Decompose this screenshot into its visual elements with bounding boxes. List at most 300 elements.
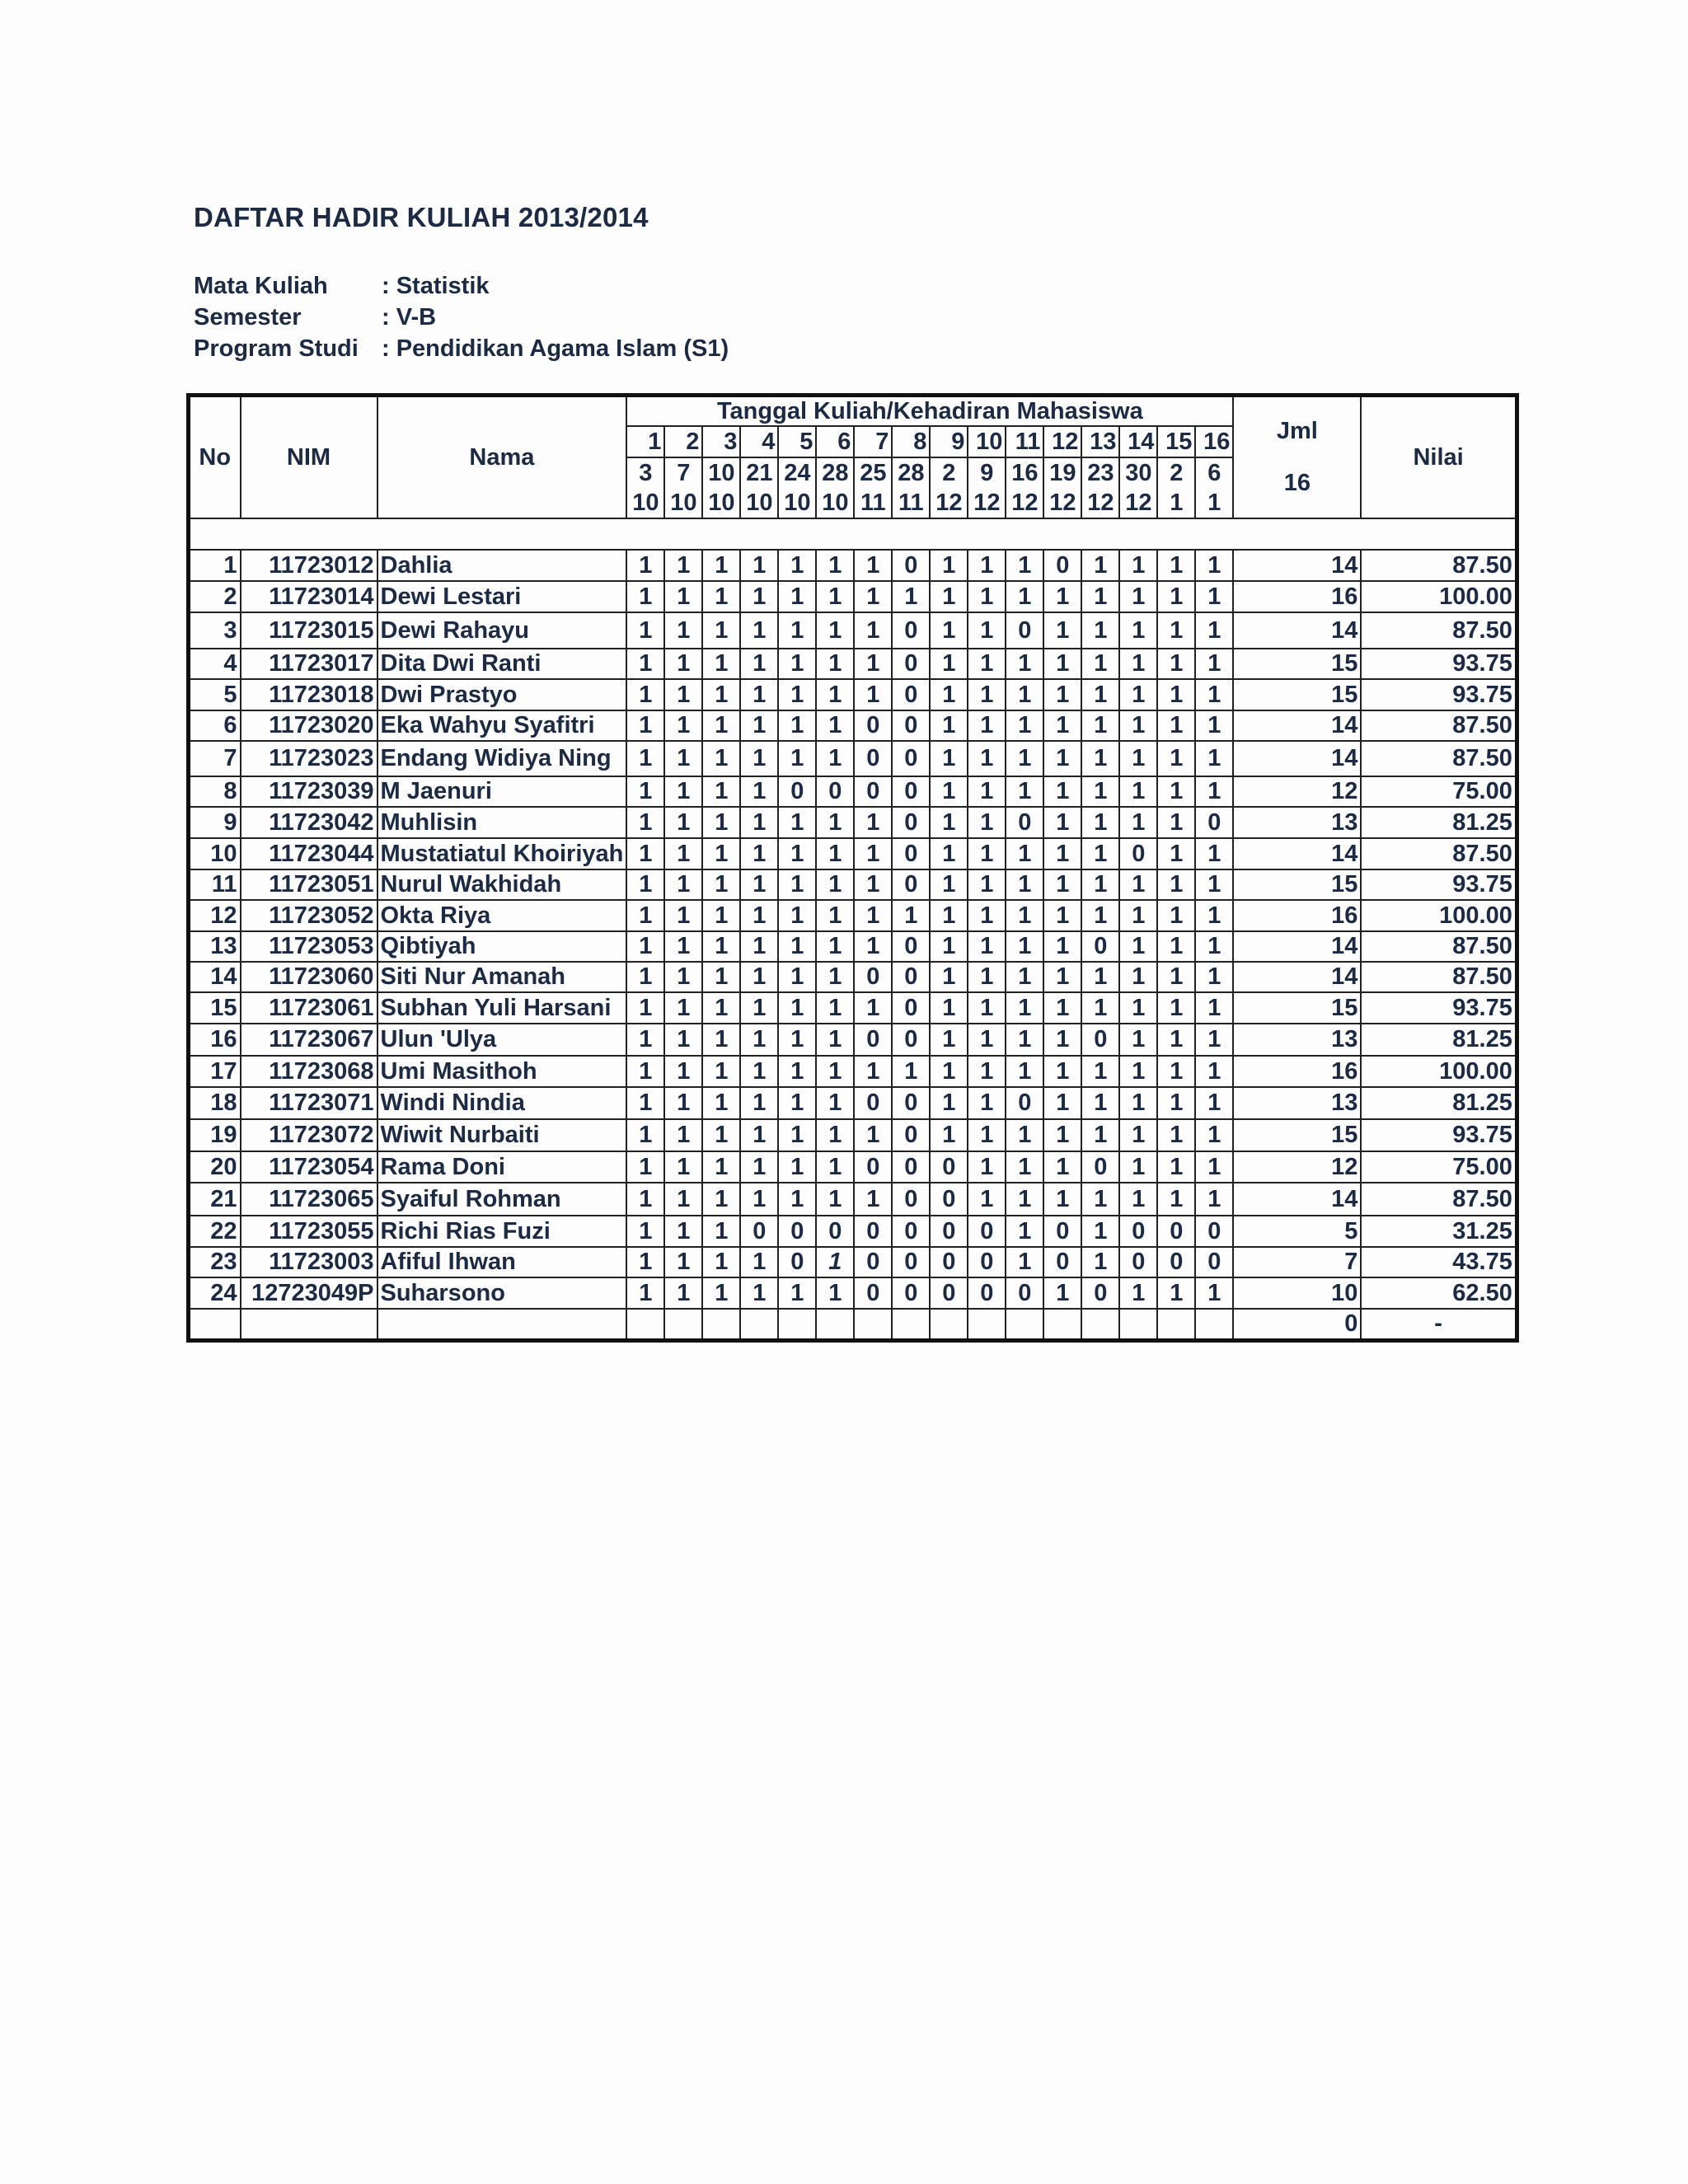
cell-attendance: 1 — [626, 807, 664, 838]
cell-nim: 11723065 — [241, 1183, 377, 1216]
header-jml-label: Jml — [1276, 418, 1318, 444]
cell-attendance: 1 — [740, 649, 778, 679]
cell-attendance: 0 — [930, 1247, 968, 1277]
cell-attendance: 1 — [816, 1247, 854, 1277]
table-row — [189, 581, 1517, 612]
cell-attendance: 1 — [1081, 649, 1119, 679]
cell-attendance: 1 — [1006, 1119, 1043, 1151]
cell-attendance: 1 — [1081, 741, 1119, 776]
cell-attendance: 1 — [1006, 1216, 1043, 1247]
table-row — [189, 1309, 1517, 1340]
cell-attendance: 1 — [1195, 1277, 1233, 1309]
cell-attendance: 1 — [740, 962, 778, 992]
cell-attendance: 1 — [930, 838, 968, 869]
info-value: : V-B — [382, 304, 437, 330]
cell-attendance: 1 — [968, 931, 1006, 962]
header-jml-total: 16 — [1283, 470, 1311, 496]
cell-attendance: 1 — [1195, 962, 1233, 992]
cell-attendance: 1 — [626, 679, 664, 710]
cell-no: 24 — [189, 1277, 241, 1309]
cell-attendance — [1081, 1309, 1119, 1340]
jml-header-box — [1236, 397, 1357, 518]
cell-attendance: 1 — [626, 869, 664, 900]
cell-attendance: 1 — [816, 581, 854, 612]
cell-attendance: 1 — [854, 679, 892, 710]
session-date-day: 10 — [702, 457, 740, 489]
cell-attendance: 0 — [968, 1216, 1006, 1247]
session-date-month: 10 — [626, 489, 664, 518]
cell-attendance: 1 — [664, 900, 702, 931]
cell-jml: 14 — [1233, 710, 1361, 741]
cell-attendance: 1 — [968, 741, 1006, 776]
cell-attendance: 0 — [892, 741, 930, 776]
cell-attendance: 1 — [1195, 649, 1233, 679]
cell-attendance: 1 — [626, 581, 664, 612]
cell-attendance: 1 — [664, 869, 702, 900]
session-number: 15 — [1157, 426, 1195, 457]
cell-attendance: 1 — [664, 1247, 702, 1277]
cell-attendance: 1 — [740, 931, 778, 962]
cell-attendance: 1 — [778, 1277, 816, 1309]
cell-jml: 13 — [1233, 1087, 1361, 1119]
cell-nama: Syaiful Rohman — [377, 1183, 627, 1216]
cell-attendance: 0 — [1195, 1216, 1233, 1247]
cell-no: 19 — [189, 1119, 241, 1151]
cell-jml: 12 — [1233, 776, 1361, 807]
cell-nim: 12723049P — [241, 1277, 377, 1309]
cell-attendance: 1 — [1157, 649, 1195, 679]
cell-attendance: 0 — [892, 1151, 930, 1183]
cell-attendance: 1 — [740, 992, 778, 1024]
cell-nim: 11723055 — [241, 1216, 377, 1247]
cell-no: 9 — [189, 807, 241, 838]
cell-attendance: 1 — [702, 710, 740, 741]
cell-attendance: 1 — [740, 1056, 778, 1087]
session-date-month: 10 — [740, 489, 778, 518]
cell-no: 20 — [189, 1151, 241, 1183]
cell-nama: Dewi Lestari — [377, 581, 627, 612]
session-number: 12 — [1043, 426, 1081, 457]
cell-attendance: 1 — [1119, 900, 1157, 931]
cell-nim: 11723060 — [241, 962, 377, 992]
header-nim: NIM — [241, 396, 377, 519]
cell-attendance: 1 — [816, 710, 854, 741]
cell-jml: 15 — [1233, 992, 1361, 1024]
cell-jml: 0 — [1233, 1309, 1361, 1340]
cell-attendance: 1 — [1043, 1183, 1081, 1216]
cell-nama: Subhan Yuli Harsani — [377, 992, 627, 1024]
cell-attendance — [816, 1309, 854, 1340]
cell-attendance: 1 — [702, 1087, 740, 1119]
cell-attendance: 1 — [816, 1056, 854, 1087]
cell-attendance: 0 — [778, 1216, 816, 1247]
cell-attendance: 1 — [702, 962, 740, 992]
cell-attendance: 1 — [854, 612, 892, 649]
cell-attendance: 1 — [778, 1024, 816, 1056]
cell-attendance: 1 — [816, 649, 854, 679]
cell-attendance: 1 — [778, 1087, 816, 1119]
session-date-month: 12 — [1006, 489, 1043, 518]
cell-attendance: 0 — [854, 1151, 892, 1183]
cell-attendance: 1 — [778, 1183, 816, 1216]
cell-attendance: 0 — [1006, 1087, 1043, 1119]
session-date-month: 10 — [664, 489, 702, 518]
cell-nilai: 93.75 — [1361, 679, 1517, 710]
cell-attendance: 1 — [1119, 550, 1157, 581]
session-date-day: 2 — [1157, 457, 1195, 489]
session-date-day: 21 — [740, 457, 778, 489]
cell-attendance: 0 — [854, 962, 892, 992]
cell-attendance: 1 — [1119, 581, 1157, 612]
cell-attendance: 1 — [1157, 931, 1195, 962]
cell-nama: Afiful Ihwan — [377, 1247, 627, 1277]
cell-attendance: 1 — [664, 1277, 702, 1309]
session-number: 16 — [1195, 426, 1233, 457]
session-date-day: 9 — [968, 457, 1006, 489]
cell-attendance: 1 — [1119, 869, 1157, 900]
cell-attendance: 1 — [816, 550, 854, 581]
cell-attendance: 1 — [1195, 1024, 1233, 1056]
cell-attendance: 1 — [664, 1183, 702, 1216]
cell-attendance: 1 — [1157, 962, 1195, 992]
cell-attendance: 1 — [740, 1247, 778, 1277]
cell-attendance: 1 — [1043, 869, 1081, 900]
cell-attendance: 1 — [1043, 992, 1081, 1024]
cell-attendance: 1 — [740, 900, 778, 931]
table-row — [189, 710, 1517, 741]
cell-attendance: 0 — [740, 1216, 778, 1247]
cell-attendance: 1 — [664, 776, 702, 807]
cell-attendance: 1 — [854, 869, 892, 900]
cell-attendance: 1 — [1195, 900, 1233, 931]
cell-attendance: 1 — [816, 679, 854, 710]
session-date-day: 23 — [1081, 457, 1119, 489]
table-row — [189, 1247, 1517, 1277]
cell-attendance: 0 — [892, 962, 930, 992]
cell-attendance: 1 — [664, 612, 702, 649]
cell-attendance: 0 — [892, 807, 930, 838]
info-row-course — [194, 270, 729, 302]
cell-attendance: 1 — [626, 550, 664, 581]
cell-attendance: 1 — [892, 581, 930, 612]
cell-attendance: 1 — [968, 710, 1006, 741]
session-number: 8 — [892, 426, 930, 457]
cell-attendance: 1 — [930, 581, 968, 612]
cell-no: 3 — [189, 612, 241, 649]
cell-attendance: 1 — [968, 807, 1006, 838]
table-row — [189, 869, 1517, 900]
cell-jml: 16 — [1233, 1056, 1361, 1087]
cell-attendance: 1 — [626, 962, 664, 992]
spacer-row — [189, 518, 1517, 550]
cell-nama: Dwi Prastyo — [377, 679, 627, 710]
cell-attendance: 1 — [1081, 679, 1119, 710]
cell-attendance: 1 — [1119, 612, 1157, 649]
cell-attendance: 1 — [702, 1024, 740, 1056]
cell-attendance: 1 — [1006, 741, 1043, 776]
cell-attendance — [778, 1309, 816, 1340]
cell-attendance: 1 — [1081, 838, 1119, 869]
cell-attendance: 1 — [930, 900, 968, 931]
cell-attendance: 1 — [778, 807, 816, 838]
cell-attendance: 1 — [1195, 1087, 1233, 1119]
cell-nim: 11723015 — [241, 612, 377, 649]
info-row-program — [194, 333, 729, 364]
cell-jml: 14 — [1233, 962, 1361, 992]
session-date-month: 10 — [778, 489, 816, 518]
header-row-title — [189, 396, 1517, 427]
cell-attendance — [1195, 1309, 1233, 1340]
cell-nama: Dewi Rahayu — [377, 612, 627, 649]
info-value: : Statistik — [382, 273, 490, 299]
cell-attendance: 0 — [854, 1277, 892, 1309]
cell-nim: 11723012 — [241, 550, 377, 581]
cell-attendance: 0 — [930, 1277, 968, 1309]
cell-attendance: 1 — [1195, 679, 1233, 710]
cell-attendance: 1 — [626, 1056, 664, 1087]
cell-attendance — [1043, 1309, 1081, 1340]
cell-attendance: 1 — [1157, 1119, 1195, 1151]
cell-attendance: 1 — [1195, 581, 1233, 612]
cell-attendance: 0 — [930, 1183, 968, 1216]
session-number: 3 — [702, 426, 740, 457]
cell-nilai: 87.50 — [1361, 612, 1517, 649]
cell-attendance: 0 — [892, 992, 930, 1024]
session-number: 13 — [1081, 426, 1119, 457]
cell-attendance: 1 — [1195, 550, 1233, 581]
cell-attendance: 1 — [702, 1183, 740, 1216]
header-nilai: Nilai — [1361, 396, 1517, 519]
header-no: No — [189, 396, 241, 519]
session-number: 2 — [664, 426, 702, 457]
cell-attendance: 1 — [778, 1119, 816, 1151]
info-value: : Pendidikan Agama Islam (S1) — [382, 335, 729, 362]
cell-attendance: 1 — [1157, 581, 1195, 612]
cell-nama: Ulun 'Ulya — [377, 1024, 627, 1056]
cell-attendance: 1 — [854, 1056, 892, 1087]
session-number: 5 — [778, 426, 816, 457]
cell-attendance: 1 — [740, 741, 778, 776]
attendance-table — [186, 393, 1519, 1343]
cell-attendance: 1 — [1006, 550, 1043, 581]
cell-attendance: 0 — [892, 931, 930, 962]
table-row — [189, 679, 1517, 710]
cell-attendance: 1 — [1157, 741, 1195, 776]
cell-attendance: 1 — [816, 1151, 854, 1183]
cell-nim: 11723067 — [241, 1024, 377, 1056]
cell-attendance: 1 — [778, 612, 816, 649]
cell-nim: 11723051 — [241, 869, 377, 900]
session-date-month: 12 — [968, 489, 1006, 518]
cell-attendance: 1 — [664, 992, 702, 1024]
cell-attendance — [1119, 1309, 1157, 1340]
cell-nim: 11723042 — [241, 807, 377, 838]
cell-attendance: 1 — [778, 1151, 816, 1183]
cell-attendance: 1 — [626, 741, 664, 776]
cell-attendance: 1 — [930, 869, 968, 900]
cell-attendance: 1 — [1119, 1277, 1157, 1309]
table-row — [189, 900, 1517, 931]
cell-attendance: 1 — [854, 900, 892, 931]
table-row — [189, 741, 1517, 776]
info-row-semester — [194, 302, 729, 333]
cell-attendance: 1 — [930, 776, 968, 807]
cell-attendance: 0 — [1157, 1247, 1195, 1277]
cell-attendance — [626, 1309, 664, 1340]
cell-attendance: 1 — [1119, 807, 1157, 838]
cell-attendance: 1 — [1119, 992, 1157, 1024]
cell-attendance — [930, 1309, 968, 1340]
cell-attendance: 1 — [1043, 1056, 1081, 1087]
cell-attendance: 0 — [1043, 550, 1081, 581]
cell-attendance: 1 — [1119, 1024, 1157, 1056]
cell-attendance: 1 — [1006, 581, 1043, 612]
cell-attendance: 0 — [1006, 612, 1043, 649]
cell-attendance: 1 — [930, 679, 968, 710]
cell-nama: Umi Masithoh — [377, 1056, 627, 1087]
cell-attendance: 1 — [816, 1024, 854, 1056]
cell-jml: 14 — [1233, 1183, 1361, 1216]
cell-nim: 11723003 — [241, 1247, 377, 1277]
cell-attendance: 1 — [1157, 1024, 1195, 1056]
session-date-month: 12 — [1119, 489, 1157, 518]
cell-attendance: 1 — [626, 1183, 664, 1216]
cell-attendance: 1 — [930, 612, 968, 649]
cell-nim: 11723061 — [241, 992, 377, 1024]
cell-attendance: 0 — [778, 1247, 816, 1277]
cell-attendance: 1 — [930, 649, 968, 679]
cell-nama: Mustatiatul Khoiriyah — [377, 838, 627, 869]
cell-no: 2 — [189, 581, 241, 612]
cell-attendance: 1 — [626, 838, 664, 869]
cell-attendance: 1 — [740, 838, 778, 869]
cell-attendance: 1 — [1081, 581, 1119, 612]
session-number: 4 — [740, 426, 778, 457]
cell-jml: 15 — [1233, 1119, 1361, 1151]
cell-attendance: 1 — [968, 900, 1006, 931]
session-date-day: 2 — [930, 457, 968, 489]
cell-attendance: 0 — [892, 1183, 930, 1216]
cell-attendance: 1 — [930, 962, 968, 992]
cell-attendance: 1 — [1119, 741, 1157, 776]
cell-attendance: 1 — [702, 550, 740, 581]
cell-attendance: 1 — [778, 1056, 816, 1087]
cell-attendance: 1 — [816, 1183, 854, 1216]
cell-attendance: 1 — [1043, 649, 1081, 679]
cell-attendance: 1 — [1195, 1183, 1233, 1216]
cell-attendance: 1 — [664, 649, 702, 679]
cell-attendance: 1 — [626, 776, 664, 807]
cell-attendance: 1 — [1006, 962, 1043, 992]
session-date-month: 12 — [1081, 489, 1119, 518]
cell-attendance: 1 — [1006, 776, 1043, 807]
cell-attendance: 1 — [664, 710, 702, 741]
cell-attendance: 0 — [1043, 1247, 1081, 1277]
table-row — [189, 1056, 1517, 1087]
cell-attendance: 1 — [664, 741, 702, 776]
cell-attendance: 1 — [740, 776, 778, 807]
cell-attendance: 1 — [1081, 612, 1119, 649]
cell-attendance: 1 — [664, 1119, 702, 1151]
cell-jml: 5 — [1233, 1216, 1361, 1247]
session-date-month: 12 — [1043, 489, 1081, 518]
session-date-day: 6 — [1195, 457, 1233, 489]
cell-attendance: 0 — [892, 1024, 930, 1056]
cell-attendance: 1 — [816, 992, 854, 1024]
cell-no: 18 — [189, 1087, 241, 1119]
cell-nilai: 87.50 — [1361, 931, 1517, 962]
cell-attendance: 1 — [778, 869, 816, 900]
cell-nilai: 87.50 — [1361, 741, 1517, 776]
cell-attendance: 1 — [968, 649, 1006, 679]
cell-nim: 11723054 — [241, 1151, 377, 1183]
cell-attendance: 1 — [930, 1119, 968, 1151]
cell-nilai: 81.25 — [1361, 807, 1517, 838]
cell-attendance: 1 — [1043, 679, 1081, 710]
cell-attendance: 1 — [816, 838, 854, 869]
cell-attendance: 1 — [740, 869, 778, 900]
cell-no: 7 — [189, 741, 241, 776]
cell-attendance: 1 — [1043, 900, 1081, 931]
cell-attendance: 1 — [968, 612, 1006, 649]
cell-jml: 16 — [1233, 581, 1361, 612]
cell-attendance: 1 — [816, 900, 854, 931]
cell-nilai: 100.00 — [1361, 900, 1517, 931]
cell-attendance: 1 — [968, 679, 1006, 710]
cell-nilai: - — [1361, 1309, 1517, 1340]
cell-attendance: 0 — [1119, 838, 1157, 869]
cell-jml: 14 — [1233, 612, 1361, 649]
cell-attendance: 0 — [854, 1087, 892, 1119]
cell-attendance: 1 — [1043, 612, 1081, 649]
cell-attendance: 1 — [1081, 900, 1119, 931]
session-date-day: 25 — [854, 457, 892, 489]
cell-attendance: 1 — [702, 1056, 740, 1087]
cell-nama: Nurul Wakhidah — [377, 869, 627, 900]
cell-attendance: 1 — [702, 807, 740, 838]
cell-attendance: 1 — [702, 776, 740, 807]
cell-attendance: 1 — [626, 612, 664, 649]
cell-attendance: 1 — [778, 649, 816, 679]
cell-attendance: 1 — [1119, 1183, 1157, 1216]
cell-attendance — [1157, 1309, 1195, 1340]
cell-attendance: 0 — [892, 1087, 930, 1119]
cell-attendance: 1 — [778, 962, 816, 992]
cell-nilai: 75.00 — [1361, 1151, 1517, 1183]
cell-attendance: 1 — [930, 741, 968, 776]
table-row — [189, 1216, 1517, 1247]
cell-nilai: 62.50 — [1361, 1277, 1517, 1309]
cell-attendance: 1 — [1157, 1277, 1195, 1309]
cell-attendance: 1 — [854, 838, 892, 869]
cell-nim: 11723071 — [241, 1087, 377, 1119]
info-label: Program Studi — [194, 335, 359, 362]
cell-attendance — [892, 1309, 930, 1340]
session-number: 14 — [1119, 426, 1157, 457]
session-number: 1 — [626, 426, 664, 457]
cell-no: 15 — [189, 992, 241, 1024]
cell-nama — [377, 1309, 627, 1340]
cell-no: 8 — [189, 776, 241, 807]
info-label: Mata Kuliah — [194, 273, 328, 299]
cell-attendance: 1 — [930, 1024, 968, 1056]
cell-no: 11 — [189, 869, 241, 900]
cell-attendance: 1 — [1157, 807, 1195, 838]
cell-attendance: 1 — [740, 1151, 778, 1183]
cell-attendance: 1 — [702, 612, 740, 649]
cell-attendance: 0 — [892, 679, 930, 710]
cell-no: 6 — [189, 710, 241, 741]
